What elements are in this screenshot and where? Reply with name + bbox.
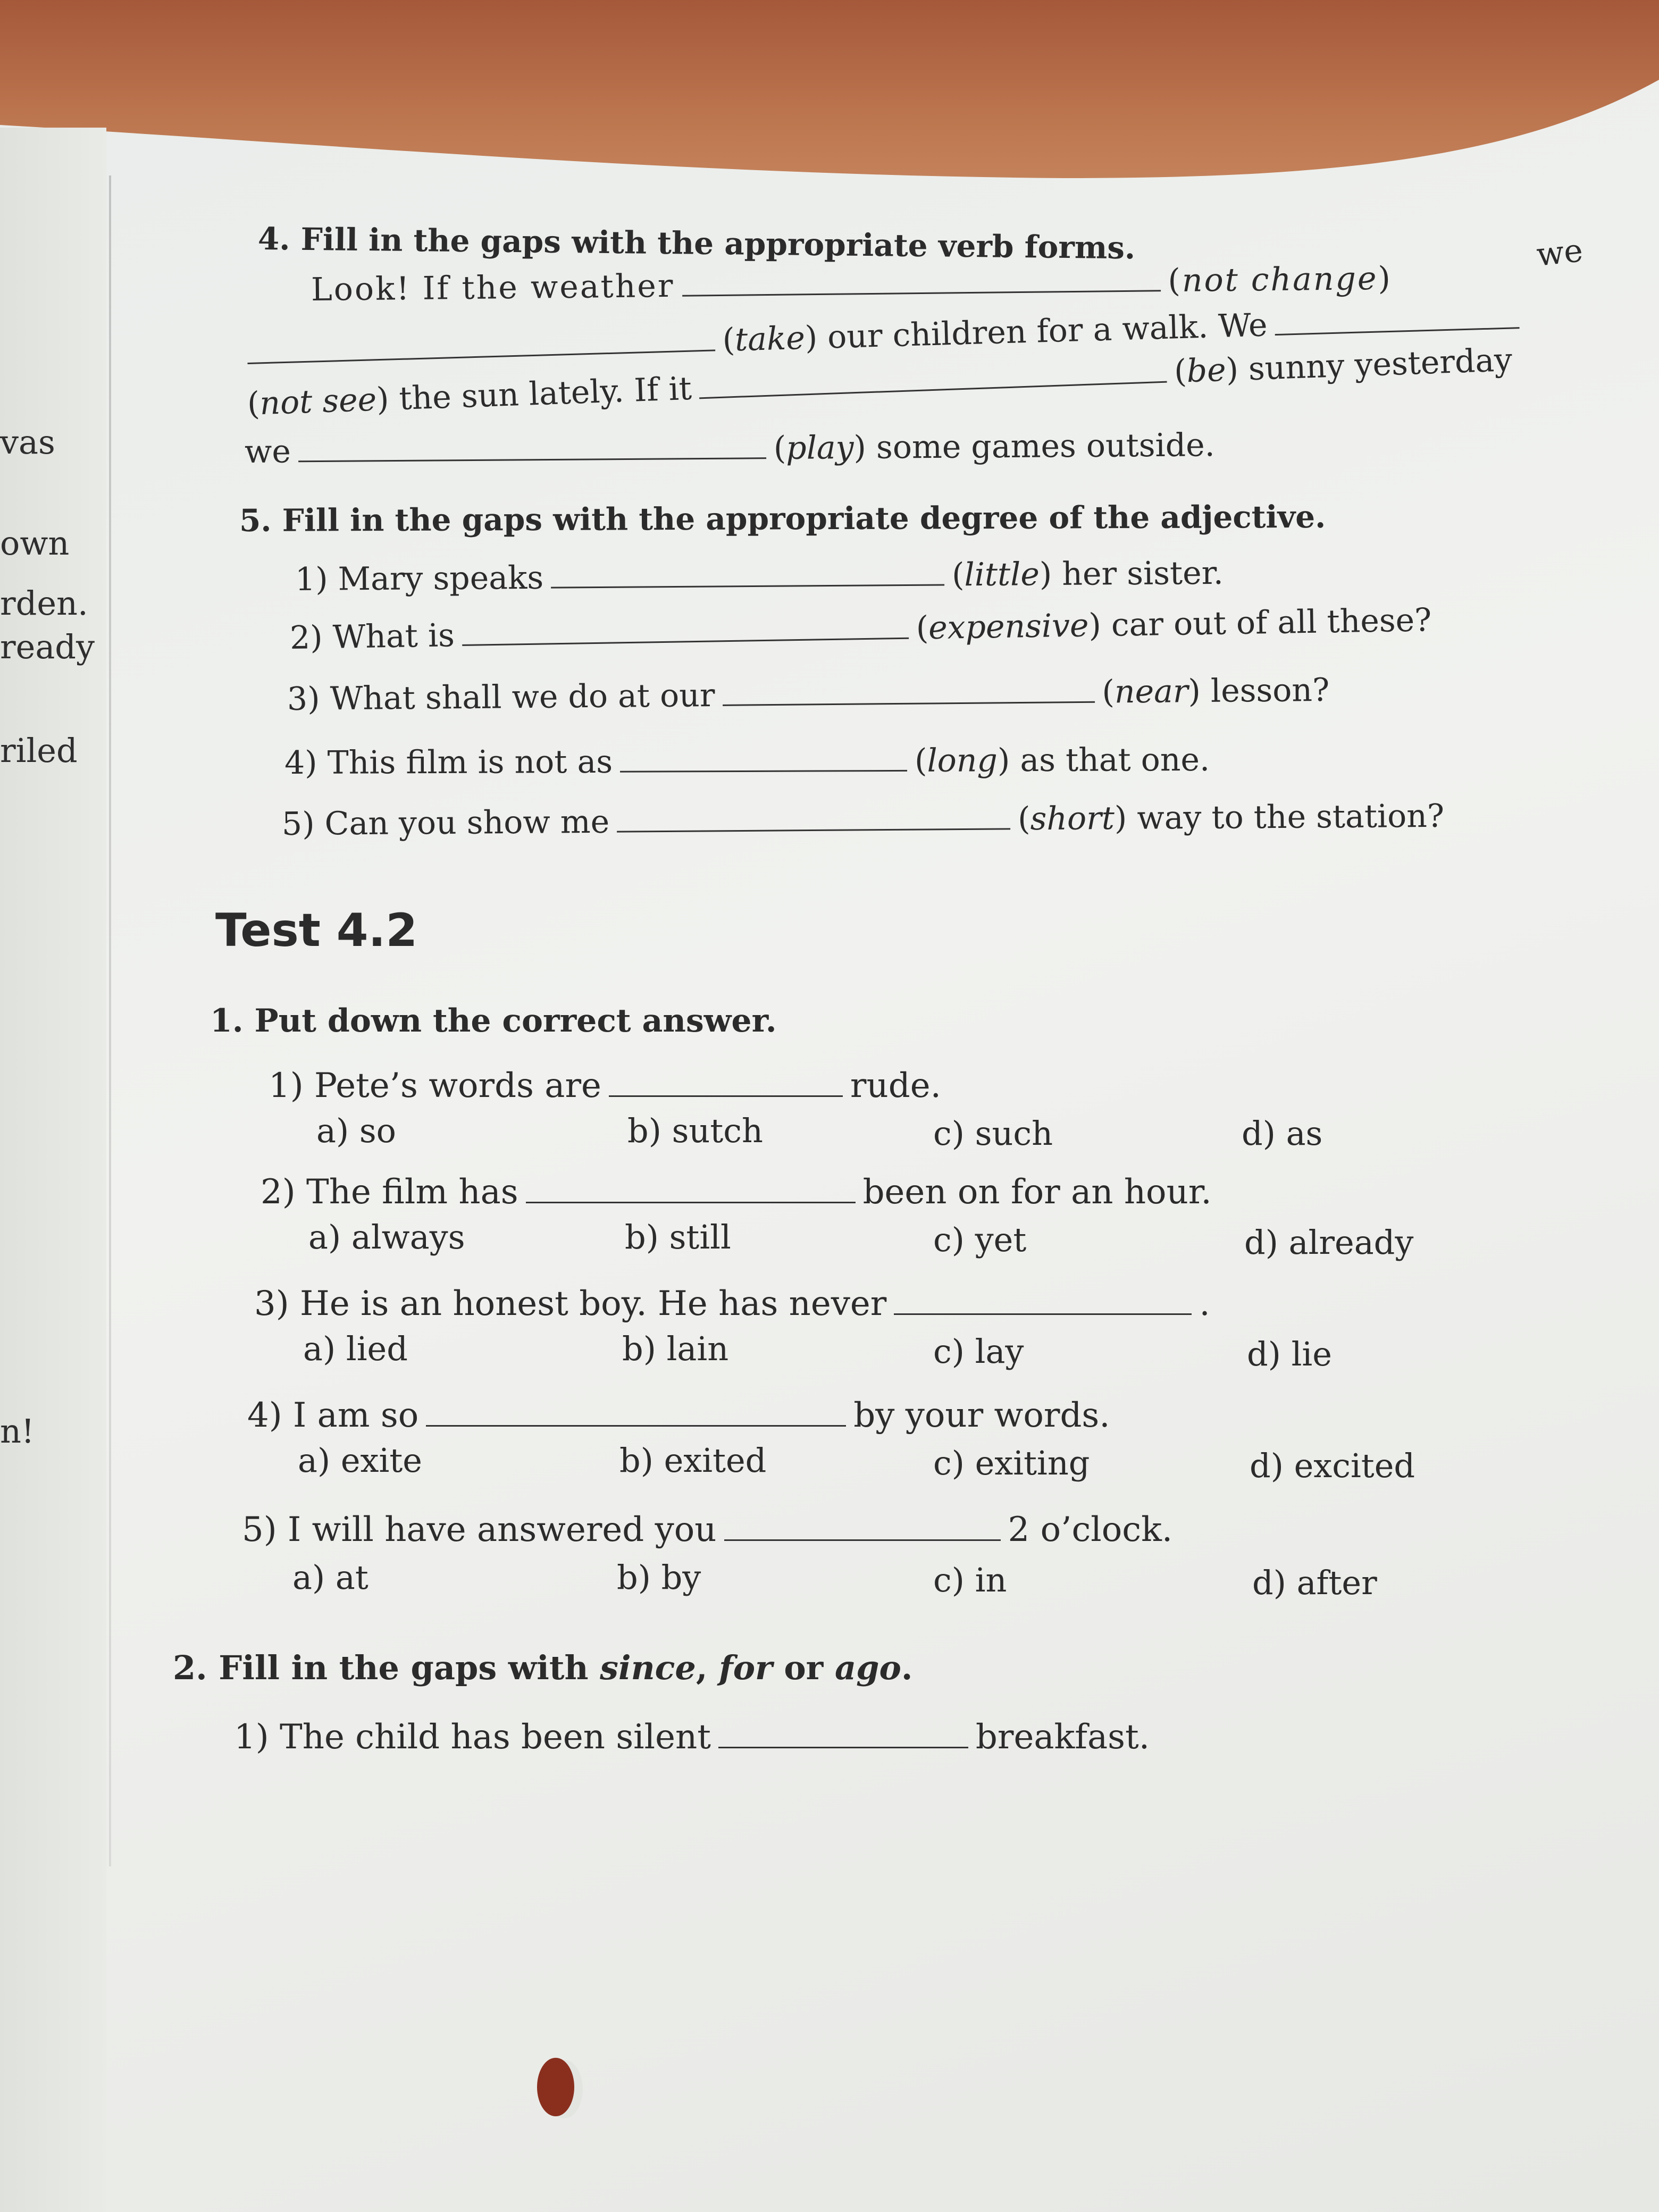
verb-hint: not change xyxy=(1182,259,1378,299)
heading-text: or xyxy=(772,1648,835,1687)
question-text: 1) Pete’s words are xyxy=(269,1066,601,1105)
task2-item xyxy=(234,1717,1150,1757)
task2-heading xyxy=(173,1648,912,1687)
question-stem xyxy=(247,1396,1110,1435)
text-fragment: ) the sun lately. If it xyxy=(375,370,692,418)
answer-gap[interactable] xyxy=(722,674,1094,706)
option-a[interactable]: a) so xyxy=(316,1111,397,1150)
answer-gap[interactable] xyxy=(551,557,944,588)
answer-gap[interactable] xyxy=(1274,300,1519,336)
heading-keyword: for xyxy=(719,1648,773,1687)
option-c[interactable]: c) lay xyxy=(933,1332,1024,1371)
option-c[interactable]: c) such xyxy=(933,1114,1053,1153)
item-text: 1) The child has been silent xyxy=(234,1717,711,1757)
option-b[interactable]: b) still xyxy=(625,1218,731,1256)
item-text: as that one. xyxy=(1020,741,1210,780)
left-fragment: rden. xyxy=(0,584,88,623)
option-a[interactable]: a) always xyxy=(308,1218,465,1256)
item-text: her sister. xyxy=(1062,554,1224,593)
question-text: 2) The film has xyxy=(261,1172,518,1212)
item-text: 3) What shall we do at our xyxy=(287,676,715,718)
adjective-hint: short xyxy=(1030,800,1115,838)
option-a[interactable]: a) lied xyxy=(303,1329,408,1368)
left-fragment: n! xyxy=(0,1412,35,1451)
text-fragment: Look! If the weather xyxy=(311,267,675,308)
option-d[interactable]: d) as xyxy=(1242,1114,1323,1153)
option-d[interactable]: d) excited xyxy=(1250,1446,1415,1485)
option-a[interactable]: a) exite xyxy=(298,1441,422,1480)
heading-text: , xyxy=(696,1648,719,1687)
item-text: 5) Can you show me xyxy=(281,803,610,843)
exercise5-item: 3) What shall we do at our (near) lesson? xyxy=(287,671,1330,718)
answer-gap[interactable] xyxy=(247,322,715,364)
exercise4-heading: 4. Fill in the gaps with the appropriate verb forms. xyxy=(257,221,1136,266)
answer-gap[interactable] xyxy=(426,1396,846,1427)
answer-gap[interactable] xyxy=(894,1285,1192,1315)
question-text: 5) I will have answered you xyxy=(242,1510,717,1549)
exercise4-line1-end: we xyxy=(1535,232,1585,274)
option-c[interactable]: c) exiting xyxy=(933,1444,1090,1482)
verb-hint: not see xyxy=(259,381,378,423)
exercise5-item: 5) Can you show me (short) way to the station? xyxy=(281,797,1445,843)
option-b[interactable]: b) by xyxy=(617,1558,701,1597)
adjective-hint: long xyxy=(927,742,998,780)
question-text: 3) He is an honest boy. He has never xyxy=(254,1284,887,1323)
text-fragment: ( xyxy=(1173,353,1187,391)
option-d[interactable]: d) after xyxy=(1252,1563,1377,1602)
left-fragment: ready xyxy=(0,627,95,666)
question-text: 2 o’clock. xyxy=(1008,1510,1173,1549)
answer-gap[interactable] xyxy=(724,1511,1001,1541)
answer-gap[interactable] xyxy=(620,743,907,773)
question-stem xyxy=(254,1284,1210,1323)
verb-hint: take xyxy=(734,319,806,359)
heading-keyword: ago xyxy=(834,1648,901,1687)
question-stem xyxy=(261,1172,1212,1212)
option-c[interactable]: c) yet xyxy=(933,1220,1027,1259)
verb-hint: play xyxy=(786,429,854,467)
question-text: by your words. xyxy=(853,1396,1110,1435)
answer-gap[interactable] xyxy=(699,354,1167,399)
heading-keyword: since xyxy=(600,1648,696,1687)
verb-hint: be xyxy=(1186,351,1227,390)
heading-text: . xyxy=(901,1648,913,1687)
answer-gap[interactable] xyxy=(617,801,1010,832)
left-fragment: own xyxy=(0,524,70,563)
option-b[interactable]: b) exited xyxy=(619,1441,767,1480)
text-fragment: ) our children for a walk. We xyxy=(804,306,1268,357)
adjective-hint: expensive xyxy=(928,607,1089,647)
option-d[interactable]: d) lie xyxy=(1247,1335,1332,1373)
question-stem xyxy=(242,1510,1172,1549)
exercise5-item: 1) Mary speaks (little) her sister. xyxy=(295,554,1224,598)
answer-gap[interactable] xyxy=(526,1173,856,1203)
text-fragment: ) some games outside. xyxy=(853,426,1215,467)
text-fragment: we xyxy=(244,433,291,471)
item-text: car out of all these? xyxy=(1111,601,1432,644)
left-fragment: riled xyxy=(0,731,78,770)
exercise5-item: 2) What is (expensive) car out of all these? xyxy=(289,601,1432,657)
option-c[interactable]: c) in xyxy=(933,1561,1007,1599)
item-text: lesson? xyxy=(1210,671,1330,710)
option-b[interactable]: b) lain xyxy=(622,1329,729,1368)
answer-gap[interactable] xyxy=(298,430,766,462)
exercise5-item: 4) This film is not as (long) as that one. xyxy=(284,741,1210,782)
text-fragment: ( xyxy=(1168,262,1183,300)
adjective-hint: near xyxy=(1114,673,1188,711)
answer-gap[interactable] xyxy=(609,1067,843,1097)
exercise4-line1 xyxy=(311,260,1393,308)
option-a[interactable]: a) at xyxy=(292,1558,368,1597)
test-title: Test 4.2 xyxy=(215,904,418,957)
question-text: rude. xyxy=(850,1066,941,1105)
text-fragment: ( xyxy=(246,385,261,423)
answer-gap[interactable] xyxy=(682,263,1161,296)
left-fragment: vas xyxy=(0,423,55,462)
item-text: way to the station? xyxy=(1137,797,1445,837)
text-fragment: ( xyxy=(773,429,786,467)
exercise5-heading: 5. Fill in the gaps with the appropriate degree of the adjective. xyxy=(239,498,1326,539)
text-fragment: ) sunny yesterday xyxy=(1225,341,1513,389)
answer-gap[interactable] xyxy=(718,1718,968,1748)
text-fragment: ) xyxy=(1378,259,1393,297)
item-text: 2) What is xyxy=(289,617,455,657)
question-text: 4) I am so xyxy=(247,1396,419,1435)
item-text: 4) This film is not as xyxy=(284,743,613,782)
question-text: . xyxy=(1199,1284,1210,1323)
item-text: 1) Mary speaks xyxy=(295,559,544,598)
question-stem xyxy=(269,1066,941,1105)
text-fragment: ( xyxy=(722,321,736,359)
item-text: breakfast. xyxy=(975,1717,1150,1757)
heading-text: 2. Fill in the gaps with xyxy=(173,1648,600,1687)
adjective-hint: little xyxy=(964,556,1040,594)
answer-gap[interactable] xyxy=(462,610,909,646)
option-b[interactable]: b) sutch xyxy=(627,1111,763,1150)
option-d[interactable]: d) already xyxy=(1244,1223,1414,1262)
exercise4-line4 xyxy=(245,426,1215,471)
question-text: been on for an hour. xyxy=(862,1172,1212,1212)
task1-heading: 1. Put down the correct answer. xyxy=(210,1002,777,1040)
